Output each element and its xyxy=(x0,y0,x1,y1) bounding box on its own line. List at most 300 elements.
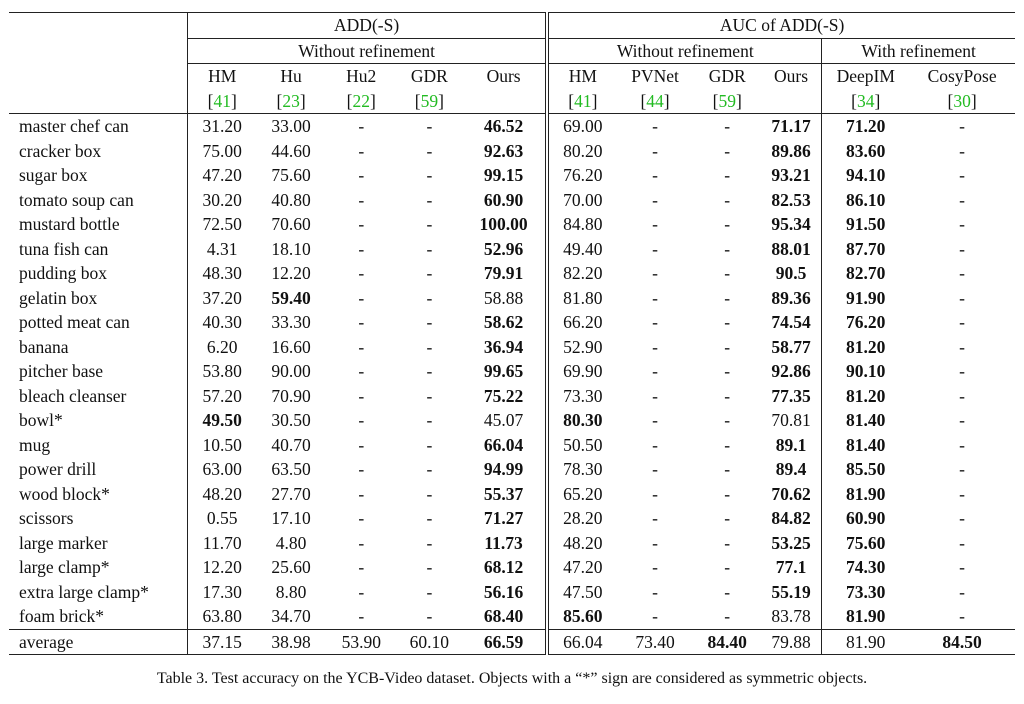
value-cell: - xyxy=(724,532,731,553)
value-cell xyxy=(761,286,822,311)
best-value: 86.10 xyxy=(846,189,886,210)
best-value: 80.30 xyxy=(563,410,603,431)
value-cell: 6.20 xyxy=(206,336,238,357)
value-cell xyxy=(462,457,547,482)
value-cell: - xyxy=(959,410,965,431)
value-cell: 70.60 xyxy=(271,214,311,235)
value-cell: - xyxy=(358,165,365,186)
value-cell: - xyxy=(426,189,433,210)
best-value: 74.30 xyxy=(846,557,886,578)
best-value: 55.19 xyxy=(771,581,811,602)
object-name: power drill xyxy=(9,457,187,482)
object-name: average xyxy=(9,629,187,655)
value-cell xyxy=(822,506,909,531)
value-cell: 12.20 xyxy=(271,263,311,284)
value-cell xyxy=(694,629,761,655)
value-cell: - xyxy=(652,557,658,578)
table-row xyxy=(9,188,1015,213)
value-cell: 48.30 xyxy=(202,263,242,284)
value-cell: - xyxy=(652,581,658,602)
citation-link[interactable]: 30 xyxy=(953,90,971,111)
best-value: 55.37 xyxy=(483,483,524,504)
value-cell: - xyxy=(397,114,462,139)
value-cell xyxy=(822,384,909,409)
value-cell: - xyxy=(959,532,965,553)
value-cell xyxy=(822,408,909,433)
value-cell: 31.20 xyxy=(187,114,256,139)
value-cell xyxy=(822,555,909,580)
value-cell: 18.10 xyxy=(271,238,311,259)
citation-link[interactable]: 59 xyxy=(718,90,736,111)
value-cell: - xyxy=(724,483,731,504)
value-cell: 12.20 xyxy=(202,557,242,578)
value-cell: - xyxy=(652,165,658,186)
best-value: 99.65 xyxy=(483,361,524,382)
value-cell: - xyxy=(358,361,365,382)
citation-link[interactable]: 22 xyxy=(352,90,370,111)
value-cell xyxy=(761,359,822,384)
object-name: pudding box xyxy=(9,261,187,286)
value-cell: - xyxy=(959,287,965,308)
value-cell xyxy=(909,629,1015,655)
value-cell: - xyxy=(724,312,731,333)
method-header: Ours xyxy=(761,64,822,89)
value-cell: 52.90 xyxy=(563,336,603,357)
method-header: Ours xyxy=(462,64,547,89)
table-row xyxy=(9,482,1015,507)
table-row xyxy=(9,163,1015,188)
value-cell: 47.20 xyxy=(202,165,242,186)
value-cell: - xyxy=(652,483,658,504)
value-cell: 33.00 xyxy=(257,114,326,139)
value-cell xyxy=(761,580,822,605)
best-value: 66.04 xyxy=(483,434,524,455)
value-cell: - xyxy=(652,385,658,406)
value-cell xyxy=(761,555,822,580)
value-cell: - xyxy=(724,263,731,284)
best-value: 85.50 xyxy=(846,459,886,480)
value-cell xyxy=(462,580,547,605)
value-cell xyxy=(822,237,909,262)
value-cell: - xyxy=(652,140,658,161)
value-cell xyxy=(761,457,822,482)
best-value: 85.60 xyxy=(563,606,603,627)
value-cell: 38.98 xyxy=(257,629,326,655)
value-cell: - xyxy=(358,140,365,161)
value-cell: - xyxy=(959,606,965,627)
value-cell: - xyxy=(652,312,658,333)
method-header: Hu xyxy=(280,66,302,87)
value-cell xyxy=(462,555,547,580)
object-name: large clamp* xyxy=(9,555,187,580)
value-cell: - xyxy=(426,287,433,308)
best-value: 91.50 xyxy=(846,214,886,235)
table-row xyxy=(9,261,1015,286)
value-cell: - xyxy=(426,336,433,357)
table-row xyxy=(9,286,1015,311)
best-value: 84.82 xyxy=(771,508,811,529)
value-cell xyxy=(462,212,547,237)
value-cell: - xyxy=(426,483,433,504)
best-value: 95.34 xyxy=(771,214,811,235)
value-cell: 4.31 xyxy=(206,238,238,259)
table-row xyxy=(9,408,1015,433)
best-value: 71.20 xyxy=(846,116,886,137)
value-cell: - xyxy=(724,189,731,210)
value-cell: 66.04 xyxy=(547,629,616,655)
table-row xyxy=(9,433,1015,458)
object-name: tuna fish can xyxy=(9,237,187,262)
object-name: foam brick* xyxy=(9,604,187,629)
results-table xyxy=(9,12,1015,655)
value-cell: 60.10 xyxy=(397,629,462,655)
value-cell xyxy=(822,335,909,360)
value-cell xyxy=(761,114,822,139)
object-name: extra large clamp* xyxy=(9,580,187,605)
value-cell: 45.07 xyxy=(462,408,547,433)
header-row-citations xyxy=(9,89,1015,114)
value-cell xyxy=(822,604,909,629)
method-header: GDR xyxy=(410,66,448,87)
value-cell: - xyxy=(426,165,433,186)
value-cell xyxy=(822,163,909,188)
value-cell: 49.40 xyxy=(563,238,603,259)
value-cell: - xyxy=(724,581,731,602)
best-value: 94.10 xyxy=(846,165,886,186)
value-cell xyxy=(462,261,547,286)
value-cell xyxy=(462,335,547,360)
method-header: HM xyxy=(568,66,597,87)
value-cell: - xyxy=(724,287,731,308)
group-auc-header: AUC of ADD(-S) xyxy=(547,13,1015,39)
value-cell: - xyxy=(426,410,433,431)
value-cell: - xyxy=(724,385,731,406)
value-cell: 10.50 xyxy=(202,434,242,455)
value-cell xyxy=(761,384,822,409)
method-header: DeepIM xyxy=(836,66,895,87)
value-cell: - xyxy=(358,459,365,480)
value-cell: - xyxy=(426,459,433,480)
value-cell: 47.50 xyxy=(563,581,603,602)
value-cell: 81.80 xyxy=(563,287,603,308)
value-cell: 40.80 xyxy=(271,189,311,210)
value-cell: - xyxy=(358,532,365,553)
value-cell: - xyxy=(724,459,731,480)
citation-link[interactable]: 23 xyxy=(282,90,300,111)
best-value: 77.1 xyxy=(775,557,807,578)
value-cell: - xyxy=(358,385,365,406)
value-cell xyxy=(761,433,822,458)
method-header: HM xyxy=(208,66,237,87)
citation-link[interactable]: 41 xyxy=(213,90,231,111)
value-cell: - xyxy=(358,263,365,284)
object-name: mug xyxy=(9,433,187,458)
header-row-groups xyxy=(9,13,1015,39)
without-refinement-auc-header: Without refinement xyxy=(547,38,821,64)
value-cell: - xyxy=(426,385,433,406)
best-value: 68.40 xyxy=(483,606,524,627)
value-cell: - xyxy=(652,508,658,529)
table-row xyxy=(9,580,1015,605)
value-cell xyxy=(547,604,616,629)
best-value: 83.60 xyxy=(846,140,886,161)
value-cell: - xyxy=(959,214,965,235)
best-value: 58.77 xyxy=(771,336,811,357)
value-cell xyxy=(257,286,326,311)
citation-cell: [22] xyxy=(346,90,376,111)
value-cell: 17.30 xyxy=(202,581,242,602)
value-cell: - xyxy=(358,557,365,578)
best-value: 46.52 xyxy=(483,116,524,137)
value-cell: - xyxy=(652,361,658,382)
value-cell: - xyxy=(652,434,658,455)
value-cell xyxy=(761,310,822,335)
group-add-header: ADD(-S) xyxy=(187,13,547,39)
value-cell: - xyxy=(358,410,365,431)
value-cell: - xyxy=(959,165,965,186)
with-refinement-header: With refinement xyxy=(822,38,1015,64)
best-value: 76.20 xyxy=(846,312,886,333)
value-cell: - xyxy=(358,581,365,602)
best-value: 90.10 xyxy=(846,361,886,382)
object-name: master chef can xyxy=(9,114,187,139)
value-cell: - xyxy=(959,140,965,161)
value-cell: 16.60 xyxy=(271,336,311,357)
value-cell: - xyxy=(694,114,761,139)
value-cell: 53.90 xyxy=(326,629,397,655)
value-cell: 63.50 xyxy=(271,459,311,480)
value-cell: - xyxy=(652,410,658,431)
value-cell: 81.90 xyxy=(822,629,909,655)
value-cell xyxy=(761,212,822,237)
value-cell: - xyxy=(959,483,965,504)
best-value: 91.90 xyxy=(846,287,886,308)
value-cell xyxy=(761,506,822,531)
value-cell xyxy=(462,188,547,213)
value-cell: 70.81 xyxy=(761,408,822,433)
best-value: 81.90 xyxy=(846,606,886,627)
best-value: 77.35 xyxy=(771,385,811,406)
citation-cell: [59] xyxy=(414,90,444,111)
best-value: 68.12 xyxy=(483,557,524,578)
value-cell xyxy=(822,114,909,139)
object-name: sugar box xyxy=(9,163,187,188)
object-name: pitcher base xyxy=(9,359,187,384)
table-row xyxy=(9,212,1015,237)
best-value: 89.36 xyxy=(771,287,811,308)
citation-cell: [30] xyxy=(947,90,977,111)
value-cell: 79.88 xyxy=(761,629,822,655)
value-cell: - xyxy=(959,459,965,480)
value-cell xyxy=(761,237,822,262)
table-row xyxy=(9,384,1015,409)
without-refinement-header: Without refinement xyxy=(187,38,547,64)
value-cell xyxy=(462,629,547,655)
value-cell: - xyxy=(358,434,365,455)
value-cell xyxy=(822,580,909,605)
object-name: gelatin box xyxy=(9,286,187,311)
value-cell: - xyxy=(959,434,965,455)
value-cell: - xyxy=(426,557,433,578)
value-cell xyxy=(462,237,547,262)
table-row xyxy=(9,604,1015,629)
value-cell: - xyxy=(358,508,365,529)
object-name: banana xyxy=(9,335,187,360)
value-cell: 17.10 xyxy=(271,508,311,529)
value-cell: - xyxy=(724,508,731,529)
value-cell: - xyxy=(959,312,965,333)
value-cell xyxy=(187,408,256,433)
table-row xyxy=(9,335,1015,360)
table-row xyxy=(9,457,1015,482)
best-value: 81.20 xyxy=(846,336,886,357)
value-cell: - xyxy=(959,557,965,578)
best-value: 11.73 xyxy=(484,532,523,553)
value-cell xyxy=(761,261,822,286)
best-value: 49.50 xyxy=(202,410,242,431)
value-cell: - xyxy=(358,214,365,235)
table-average xyxy=(9,629,1015,655)
value-cell: 69.90 xyxy=(563,361,603,382)
value-cell: 8.80 xyxy=(275,581,307,602)
object-name: mustard bottle xyxy=(9,212,187,237)
object-name: tomato soup can xyxy=(9,188,187,213)
header-row-methods xyxy=(9,64,1015,89)
best-value: 89.86 xyxy=(771,140,811,161)
value-cell: 30.20 xyxy=(202,189,242,210)
value-cell: 57.20 xyxy=(202,385,242,406)
best-value: 87.70 xyxy=(846,238,886,259)
best-value: 66.59 xyxy=(483,631,524,652)
best-value: 81.20 xyxy=(846,385,886,406)
table-body xyxy=(9,114,1015,630)
citation-link[interactable]: 41 xyxy=(574,90,592,111)
value-cell: - xyxy=(724,336,731,357)
best-value: 52.96 xyxy=(483,238,524,259)
best-value: 82.53 xyxy=(771,189,811,210)
value-cell: - xyxy=(426,434,433,455)
best-value: 88.01 xyxy=(771,238,811,259)
best-value: 71.27 xyxy=(483,508,524,529)
table-row xyxy=(9,310,1015,335)
value-cell: - xyxy=(426,361,433,382)
table-row xyxy=(9,114,1015,139)
value-cell: - xyxy=(909,114,1015,139)
value-cell: 58.88 xyxy=(462,286,547,311)
value-cell xyxy=(462,531,547,556)
value-cell: - xyxy=(652,532,658,553)
object-name: scissors xyxy=(9,506,187,531)
value-cell: - xyxy=(652,238,658,259)
table-row xyxy=(9,359,1015,384)
value-cell: 76.20 xyxy=(563,165,603,186)
value-cell xyxy=(761,188,822,213)
value-cell: 72.50 xyxy=(202,214,242,235)
value-cell: - xyxy=(426,238,433,259)
best-value: 81.40 xyxy=(846,410,886,431)
best-value: 90.5 xyxy=(775,263,807,284)
citation-cell: [23] xyxy=(276,90,306,111)
citation-link[interactable]: 34 xyxy=(856,90,875,111)
citation-link[interactable]: 44 xyxy=(646,90,664,111)
value-cell: - xyxy=(358,483,365,504)
value-cell: - xyxy=(959,508,965,529)
value-cell xyxy=(761,163,822,188)
value-cell: 48.20 xyxy=(563,532,603,553)
value-cell: 27.70 xyxy=(271,483,311,504)
value-cell: - xyxy=(426,532,433,553)
best-value: 94.99 xyxy=(483,459,524,480)
value-cell xyxy=(547,408,616,433)
object-name: wood block* xyxy=(9,482,187,507)
best-value: 81.40 xyxy=(846,434,886,455)
table-caption: Table 3. Test accuracy on the YCB-Video dataset. Objects with a “*” sign are considered as symmetric objects. xyxy=(156,670,868,687)
value-cell: - xyxy=(959,336,965,357)
best-value: 70.62 xyxy=(771,483,811,504)
citation-cell: [44] xyxy=(640,90,670,111)
object-name: bleach cleanser xyxy=(9,384,187,409)
citation-link[interactable]: 59 xyxy=(420,90,439,111)
value-cell: 25.60 xyxy=(271,557,311,578)
value-cell: 40.70 xyxy=(271,434,311,455)
value-cell: - xyxy=(652,336,658,357)
value-cell: - xyxy=(358,312,365,333)
value-cell xyxy=(462,163,547,188)
citation-cell xyxy=(761,89,822,114)
value-cell: 78.30 xyxy=(563,459,603,480)
value-cell: 83.78 xyxy=(761,604,822,629)
citation-cell: [41] xyxy=(207,90,237,111)
value-cell: 48.20 xyxy=(202,483,242,504)
value-cell xyxy=(822,261,909,286)
best-value: 84.50 xyxy=(942,631,982,652)
value-cell: - xyxy=(358,287,365,308)
value-cell: - xyxy=(724,557,731,578)
table-row xyxy=(9,237,1015,262)
value-cell: - xyxy=(724,606,731,627)
table-row xyxy=(9,506,1015,531)
value-cell: 75.60 xyxy=(271,165,311,186)
value-cell xyxy=(462,604,547,629)
object-name: bowl* xyxy=(9,408,187,433)
value-cell xyxy=(462,433,547,458)
value-cell: 47.20 xyxy=(563,557,603,578)
value-cell: - xyxy=(358,336,365,357)
best-value: 56.16 xyxy=(483,581,524,602)
value-cell: - xyxy=(724,434,731,455)
value-cell: 0.55 xyxy=(206,508,238,529)
value-cell: - xyxy=(652,189,658,210)
value-cell: - xyxy=(652,214,658,235)
best-value: 84.40 xyxy=(707,631,747,652)
corner-cell xyxy=(9,13,187,39)
value-cell xyxy=(822,433,909,458)
value-cell: - xyxy=(724,140,731,161)
best-value: 81.90 xyxy=(846,483,886,504)
header-row-refinement xyxy=(9,38,1015,64)
best-value: 93.21 xyxy=(771,165,811,186)
value-cell xyxy=(822,188,909,213)
value-cell: - xyxy=(326,114,397,139)
best-value: 74.54 xyxy=(771,312,811,333)
best-value: 59.40 xyxy=(271,287,311,308)
value-cell: - xyxy=(426,606,433,627)
method-header: CosyPose xyxy=(927,66,997,87)
value-cell: 33.30 xyxy=(271,312,311,333)
value-cell xyxy=(462,506,547,531)
method-header: PVNet xyxy=(631,66,679,87)
value-cell: - xyxy=(724,361,731,382)
